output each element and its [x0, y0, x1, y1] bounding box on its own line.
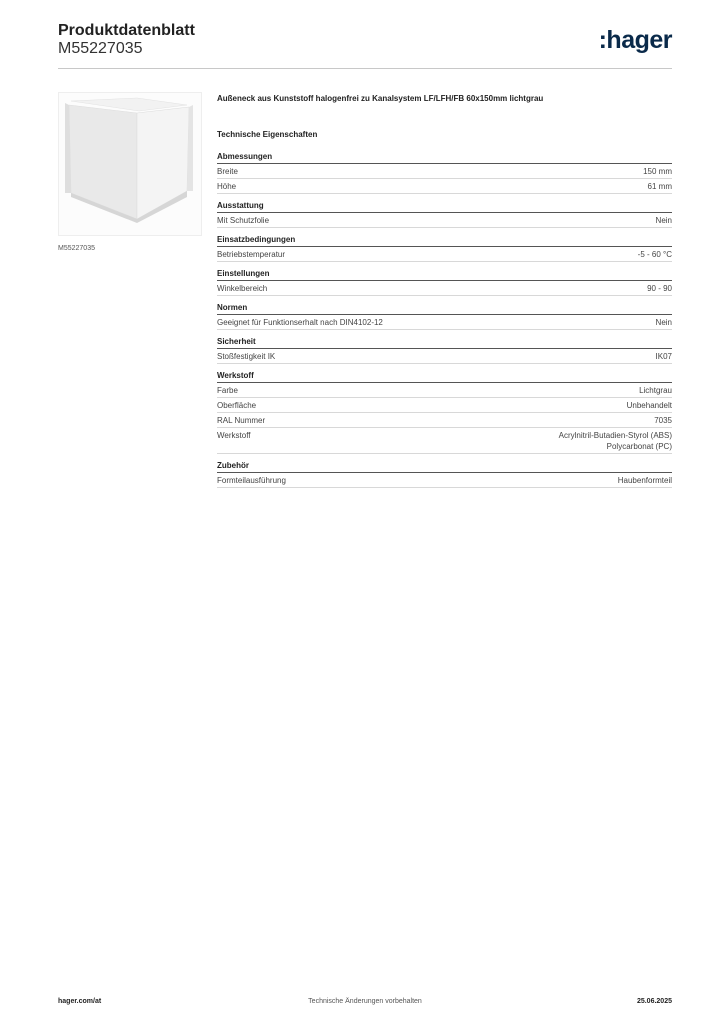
property-value — [639, 385, 672, 396]
product-photo-icon — [59, 93, 201, 235]
property-row — [217, 164, 672, 179]
section-title: Abmessungen — [217, 152, 672, 164]
properties-table — [217, 152, 672, 488]
section-title: Werkstoff — [217, 371, 672, 383]
article-number: M55227035 — [58, 40, 143, 57]
property-value-line: Polycarbonat (PC) — [606, 442, 672, 451]
product-description: Außeneck aus Kunststoff halogenfrei zu Kanalsystem LF/LFH/FB 60x150mm lichtgrau — [217, 94, 544, 103]
property-value-line: Nein — [655, 216, 672, 225]
property-section — [217, 303, 672, 330]
property-label: Geeignet für Funktionserhalt nach DIN4102-12 — [217, 318, 383, 327]
section-title: Einstellungen — [217, 269, 672, 281]
property-label: Betriebstemperatur — [217, 250, 286, 259]
property-value-line: Haubenformteil — [617, 476, 672, 485]
hager-logo: :hager — [598, 26, 672, 54]
section-title: Normen — [217, 303, 672, 315]
property-value — [656, 215, 672, 226]
property-label: RAL Nummer — [217, 416, 266, 425]
property-row — [217, 315, 672, 330]
property-value — [648, 181, 672, 192]
page-header — [58, 20, 672, 70]
property-value — [654, 415, 672, 426]
header-divider — [58, 68, 672, 69]
footer-website: hager.com/at — [58, 998, 102, 1005]
property-value-line: Unbehandelt — [626, 401, 672, 410]
property-value — [559, 430, 672, 452]
property-row — [217, 213, 672, 228]
property-value-line: -5 - 60 °C — [637, 250, 672, 259]
property-section — [217, 371, 672, 454]
property-value-line: Nein — [655, 318, 672, 327]
property-value — [656, 317, 672, 328]
tech-properties-heading: Technische Eigenschaften — [217, 130, 318, 139]
property-row — [217, 383, 672, 398]
property-value-line: IK07 — [655, 352, 672, 361]
section-title: Zubehör — [217, 461, 672, 473]
property-value-line: 61 mm — [647, 182, 672, 191]
property-value-line: 7035 — [654, 416, 672, 425]
property-value-line: Acrylnitril-Butadien-Styrol (ABS) — [558, 431, 672, 440]
section-title: Sicherheit — [217, 337, 672, 349]
property-section — [217, 152, 672, 194]
property-row — [217, 473, 672, 488]
property-value — [643, 166, 672, 177]
property-value-line: Lichtgrau — [639, 386, 672, 395]
section-title: Einsatzbedingungen — [217, 235, 672, 247]
property-label: Stoßfestigkeit IK — [217, 352, 276, 361]
product-photo — [58, 92, 202, 236]
document-title: Produktdatenblatt — [58, 22, 195, 39]
property-row — [217, 428, 672, 454]
property-row — [217, 349, 672, 364]
property-value — [627, 400, 672, 411]
property-row — [217, 398, 672, 413]
property-label: Farbe — [217, 386, 238, 395]
property-label: Werkstoff — [217, 431, 251, 440]
property-row — [217, 413, 672, 428]
property-label: Formteilausführung — [217, 476, 286, 485]
property-value — [638, 249, 672, 260]
property-row — [217, 247, 672, 262]
photo-caption: M55227035 — [58, 245, 95, 252]
property-label: Mit Schutzfolie — [217, 216, 270, 225]
property-section — [217, 461, 672, 488]
property-section — [217, 337, 672, 364]
property-value-line: 90 - 90 — [647, 284, 672, 293]
footer-notice: Technische Änderungen vorbehalten — [308, 998, 422, 1005]
footer-date: 25.06.2025 — [636, 998, 672, 1005]
property-label: Breite — [217, 167, 238, 176]
property-value — [647, 283, 672, 294]
property-row — [217, 281, 672, 296]
property-section — [217, 201, 672, 228]
property-section — [217, 235, 672, 262]
property-value — [656, 351, 672, 362]
property-label: Höhe — [217, 182, 237, 191]
property-value-line: 150 mm — [643, 167, 672, 176]
property-row — [217, 179, 672, 194]
property-label: Winkelbereich — [217, 284, 268, 293]
property-section — [217, 269, 672, 296]
product-details — [217, 94, 672, 495]
property-label: Oberfläche — [217, 401, 257, 410]
property-value — [618, 475, 672, 486]
section-title: Ausstattung — [217, 201, 672, 213]
